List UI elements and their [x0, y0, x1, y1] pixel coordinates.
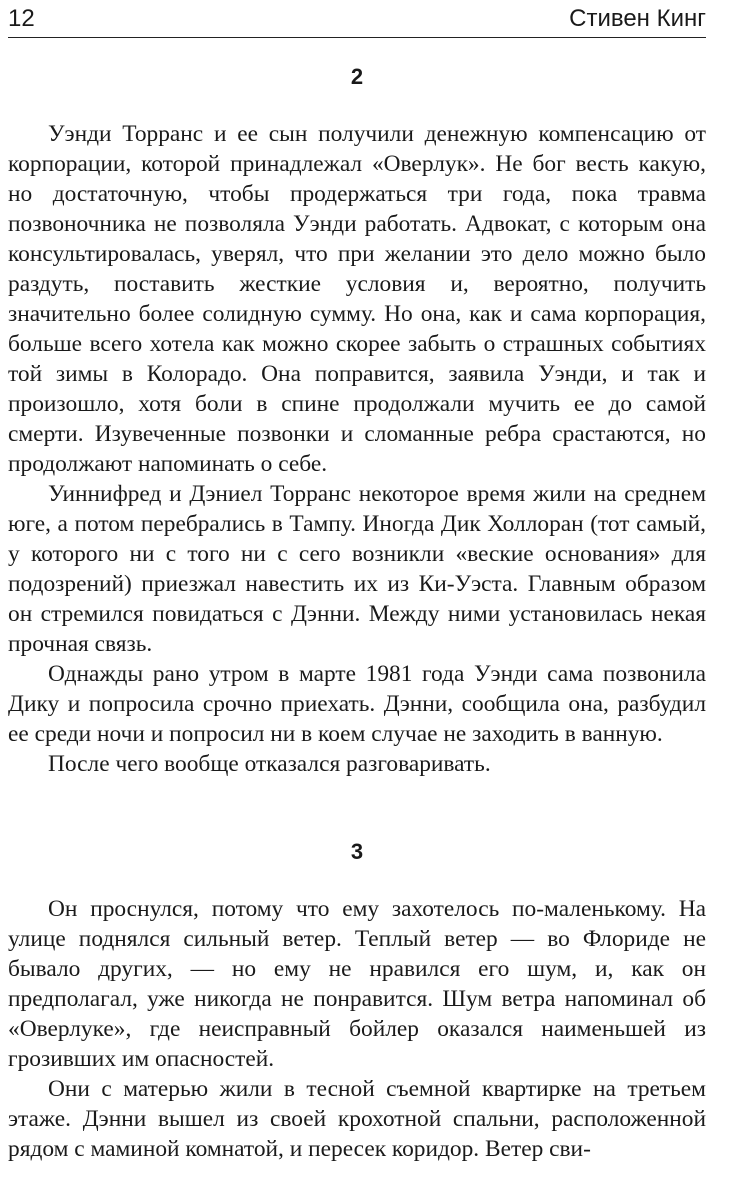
book-author: Стивен Кинг: [569, 5, 706, 32]
section-heading-3: 3: [350, 839, 364, 864]
paragraph: Уиннифред и Дэниел Торранс некоторое время жили на среднем юге, а потом перебрались в Тампу. Иногда Дик Холлоран (тот самый, у которого ни с того ни с сего возникли «веские основания» для подозрений) приезжал навестить их из Ки-Уэста. Главным образом он стремился повидаться с Дэнни. Между ними установилась некая прочная связь.: [8, 481, 706, 657]
section-2-body: [8, 119, 706, 779]
paragraph: Он проснулся, потому что ему захотелось по-маленькому. На улице поднялся сильный ветер. Теплый ветер — во Флориде не бывало других, — но ему не нравился его шум, и, как он предполагал, уже никогда не понравится. Шум ветра напоминал об «Оверлуке», где неисправный бойлер оказался наименьшей из грозивших им опасностей.: [8, 896, 706, 1072]
paragraph: Они с матерью жили в тесной съемной квартирке на третьем этаже. Дэнни вышел из своей крохотной спальни, расположенной рядом с маминой комнатой, и пересек коридор. Ветер сви-: [8, 1076, 706, 1162]
page-number: 12: [8, 5, 35, 32]
paragraph: Уэнди Торранс и ее сын получили денежную компенсацию от корпорации, которой принадлежал «Оверлук». Не бог весть какую, но достаточную, чтобы продержаться три года, пока травма позвоночника не позволяла Уэнди работать. Адвокат, с которым она консультировалась, уверял, что при желании это дело можно было раздуть, поставить жесткие условия и, вероятно, получить значительно более солидную сумму. Но она, как и сама корпорация, больше всего хотела как можно скорее забыть о страшных событиях той зимы в Колорадо. Она поправится, заявила Уэнди, и так и произошло, хотя боли в спине продолжали мучить ее до самой смерти. Изувеченные позвонки и сломанные ребра срастаются, но продолжают напоминать о себе.: [8, 121, 706, 477]
paragraph: После чего вообще отказался разговаривать.: [48, 751, 491, 777]
running-head: [8, 0, 706, 38]
paragraph: Однажды рано утром в марте 1981 года Уэнди сама позвонила Дику и попросила срочно приехать. Дэнни, сообщила она, разбудил ее среди ночи и попросил ни в коем случае не заходить в ванную.: [8, 661, 706, 747]
book-page: [8, 0, 706, 1199]
section-heading-2: 2: [350, 64, 364, 89]
section-3-body: [8, 894, 706, 1164]
